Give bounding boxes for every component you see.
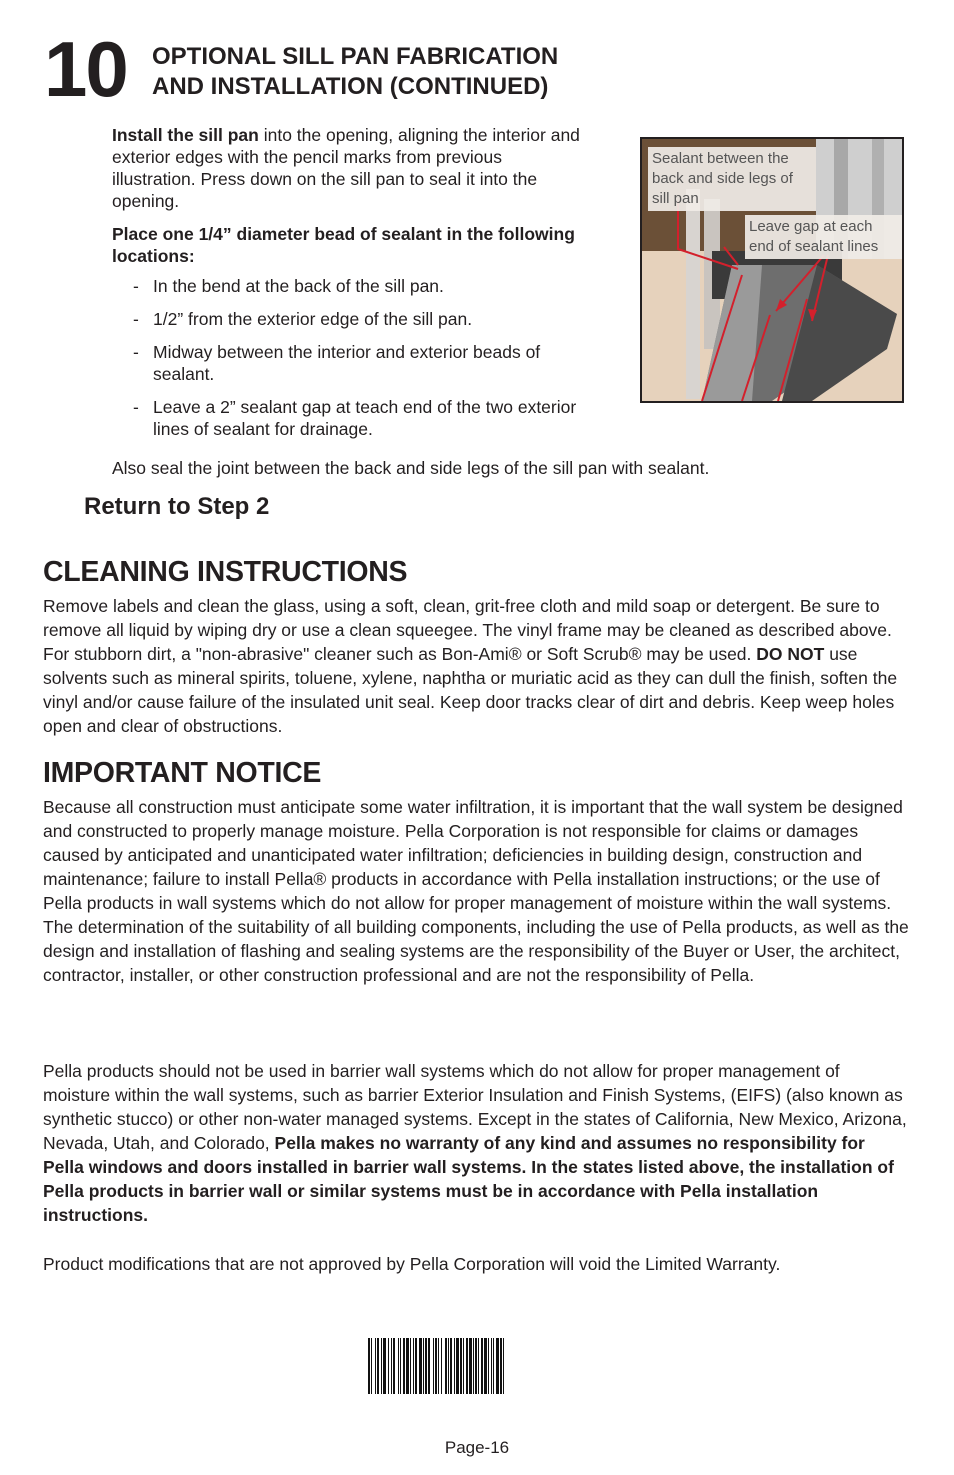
return-to-step-link: Return to Step 2: [84, 493, 270, 520]
list-item: [133, 275, 593, 297]
cleaning-paragraph: [43, 594, 909, 738]
cleaning-text-b: use solvents such as mineral spirits, toluene, xylene, naphtha or muriatic acid as they can dull the finish, soften the vinyl and/or cause failure of the insulated unit seal. Keep door tracks clear of dirt and debris. Keep weep holes open and clear of obstructions.: [43, 644, 898, 736]
notice-paragraph-3: Product modifications that are not approved by Pella Corporation will void the Limited Warranty.: [43, 1254, 781, 1274]
cleaning-warning: DO NOT: [756, 644, 825, 664]
callout-sealant-gap: Leave gap at each end of sealant lines: [745, 215, 904, 259]
barcode-icon: [368, 1338, 588, 1394]
joint-seal-note: Also seal the joint between the back and side legs of the sill pan with sealant.: [112, 458, 710, 478]
list-dash: -: [133, 342, 139, 362]
step-title: [152, 42, 622, 102]
install-paragraph: [112, 124, 582, 212]
list-item: [133, 308, 593, 330]
cleaning-text-a: Remove labels and clean the glass, using a soft, clean, grit-free cloth and mild soap or detergent. Be sure to remove all liquid by wiping dry or use a clean squeegee. The vinyl frame may be cleaned as described above. For stubborn dirt, a "non-abrasive" cleaner such as Bon-Ami® or Soft Scrub® may be used.: [43, 596, 892, 664]
list-item: [133, 396, 593, 440]
list-dash: -: [133, 276, 139, 296]
list-dash: -: [133, 397, 139, 417]
step-number: 10: [44, 25, 127, 113]
list-item: [133, 341, 593, 385]
notice-heading: IMPORTANT NOTICE: [43, 757, 322, 789]
page-number: Page-16: [444, 1438, 510, 1457]
sealant-instruction: Place one 1/4” diameter bead of sealant in the following locations:: [112, 224, 575, 266]
notice-paragraph-2: [43, 1059, 909, 1227]
barrier-text: Pella products should not be used in barrier wall systems which do not allow for proper management of moisture within the wall systems, such as barrier Exterior Insulation and Finish Systems, (EIFS) (also known as synthetic stucco) or other non-water managed systems. Except in the states of California, New Mexico, Arizona, Nevada, Utah, and Colorado,: [43, 1061, 907, 1153]
step-title-line2: AND INSTALLATION (CONTINUED): [152, 73, 549, 100]
list-dash: -: [133, 309, 139, 329]
sill-pan-illustration: [640, 137, 904, 403]
sealant-locations-list: [133, 275, 593, 451]
list-item-text: Midway between the interior and exterior beads of sealant.: [153, 342, 541, 384]
install-text: into the opening, aligning the interior and exterior edges with the pencil marks from previous illustration. Press down on the sill pan to seal it into the opening.: [112, 125, 580, 211]
step-title-line1: OPTIONAL SILL PAN FABRICATION: [152, 43, 559, 70]
list-item-text: 1/2” from the exterior edge of the sill pan.: [153, 309, 473, 329]
list-item-text: Leave a 2” sealant gap at teach end of the two exterior lines of sealant for drainage.: [153, 397, 577, 439]
list-item-text: In the bend at the back of the sill pan.: [153, 276, 444, 296]
warranty-disclaimer: Pella makes no warranty of any kind and assumes no responsibility for Pella windows and doors installed in barrier wall systems. In the states listed above, the installation of Pella products in barrier wall or similar systems must be in accordance with Pella installation instructions.: [43, 1133, 894, 1225]
callout-back-side-sealant: Sealant between the back and side legs of sill pan: [648, 147, 816, 211]
cleaning-heading: CLEANING INSTRUCTIONS: [43, 556, 408, 588]
notice-paragraph-1: Because all construction must anticipate some water infiltration, it is important that the wall system be designed and constructed to properly manage moisture. Pella Corporation is not responsible for claims or damages caused by anticipated and unanticipated water infiltration; deficiencies in building design, construction and maintenance; failure to install Pella® products in accordance with Pella installation instructions; or the use of Pella products in wall systems which do not allow for proper management of moisture within the wall systems. The determination of the suitability of all building components, including the use of Pella products, as well as the design and installation of flashing and sealing systems are the responsibility of the Buyer or User, the architect, contractor, installer, or other construction professional and are not the responsibility of Pella.: [43, 797, 909, 985]
install-lead: Install the sill pan: [112, 125, 259, 145]
